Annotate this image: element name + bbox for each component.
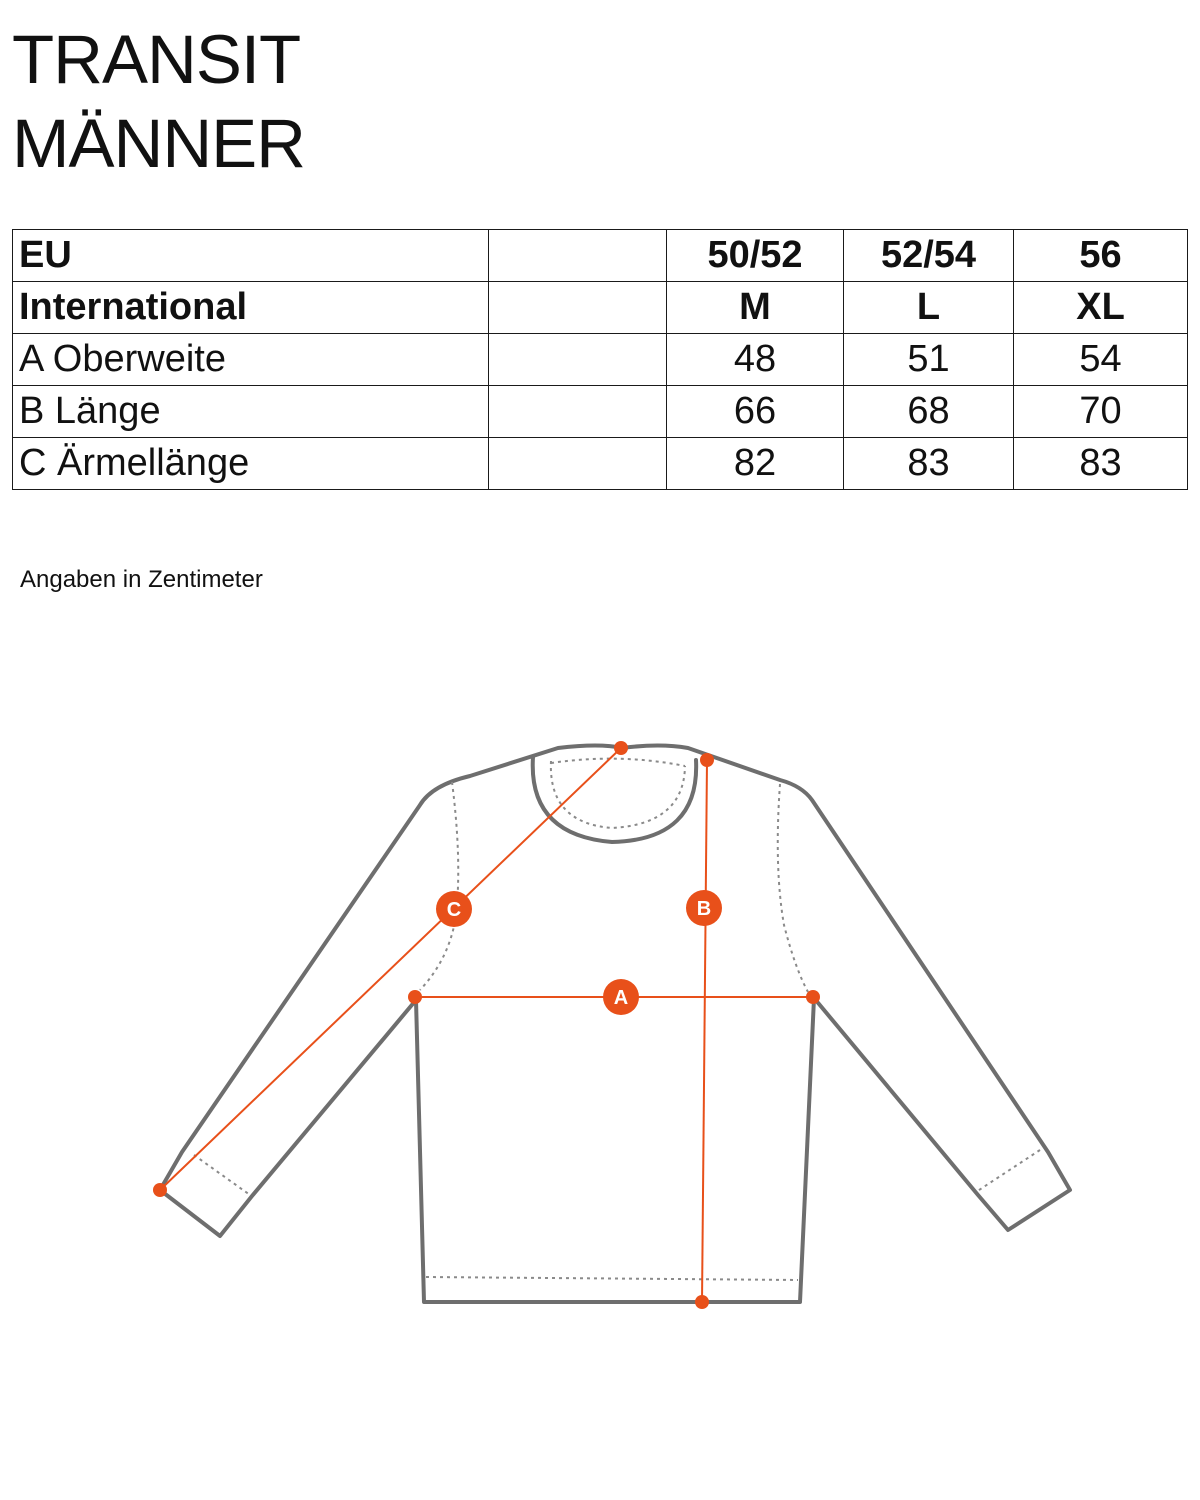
row-label: B Länge xyxy=(13,386,489,438)
table-spacer-cell xyxy=(489,438,667,490)
sweater-collar-outline xyxy=(533,757,696,842)
badge-a xyxy=(603,979,639,1015)
size-table xyxy=(12,229,1188,490)
table-cell: XL xyxy=(1014,282,1188,334)
measure-point xyxy=(806,990,820,1004)
table-spacer-cell xyxy=(489,282,667,334)
row-label: EU xyxy=(13,230,489,282)
unit-note: Angaben in Zentimeter xyxy=(20,566,263,593)
table-cell: 70 xyxy=(1014,386,1188,438)
measure-point xyxy=(153,1183,167,1197)
measure-line-b xyxy=(702,760,707,1302)
table-cell: 54 xyxy=(1014,334,1188,386)
table-row-laenge xyxy=(13,386,1188,438)
badge-c xyxy=(436,891,472,927)
title-line-1: TRANSIT xyxy=(12,21,301,98)
size-table-body xyxy=(13,230,1188,490)
measure-point xyxy=(408,990,422,1004)
row-label: International xyxy=(13,282,489,334)
table-cell: 50/52 xyxy=(667,230,844,282)
table-cell: 68 xyxy=(844,386,1014,438)
measure-point xyxy=(614,741,628,755)
badge-a-label: A xyxy=(613,987,629,1009)
table-cell: 83 xyxy=(1014,438,1188,490)
table-cell: 83 xyxy=(844,438,1014,490)
sweater-measurement-diagram xyxy=(0,700,1200,1380)
hem-seam xyxy=(426,1277,798,1280)
table-cell: 56 xyxy=(1014,230,1188,282)
left-cuff-seam xyxy=(194,1155,250,1195)
table-spacer-cell xyxy=(489,230,667,282)
table-cell: 52/54 xyxy=(844,230,1014,282)
table-cell: 66 xyxy=(667,386,844,438)
measure-line-c xyxy=(160,748,621,1190)
badge-b-label: B xyxy=(696,898,712,920)
table-row-oberweite xyxy=(13,334,1188,386)
badge-c-label: C xyxy=(446,899,462,921)
left-armhole-seam xyxy=(420,782,458,990)
right-armhole-seam xyxy=(778,784,808,992)
row-label: C Ärmellänge xyxy=(13,438,489,490)
title-line-2: MÄNNER xyxy=(12,105,306,182)
table-cell: 48 xyxy=(667,334,844,386)
table-row-international xyxy=(13,282,1188,334)
table-cell: L xyxy=(844,282,1014,334)
table-row-eu xyxy=(13,230,1188,282)
table-cell: 51 xyxy=(844,334,1014,386)
table-cell: 82 xyxy=(667,438,844,490)
table-spacer-cell xyxy=(489,386,667,438)
badge-b xyxy=(686,890,722,926)
collar-top-seam xyxy=(551,759,685,766)
right-cuff-seam xyxy=(976,1150,1040,1192)
measure-point xyxy=(700,753,714,767)
table-spacer-cell xyxy=(489,334,667,386)
table-row-aermellaenge xyxy=(13,438,1188,490)
page-title xyxy=(12,18,305,186)
collar-inner-seam xyxy=(551,761,685,828)
row-label: A Oberweite xyxy=(13,334,489,386)
sweater-outline-icon xyxy=(160,746,1070,1303)
measure-point xyxy=(695,1295,709,1309)
table-cell: M xyxy=(667,282,844,334)
sweater-body-outline xyxy=(160,746,1070,1303)
